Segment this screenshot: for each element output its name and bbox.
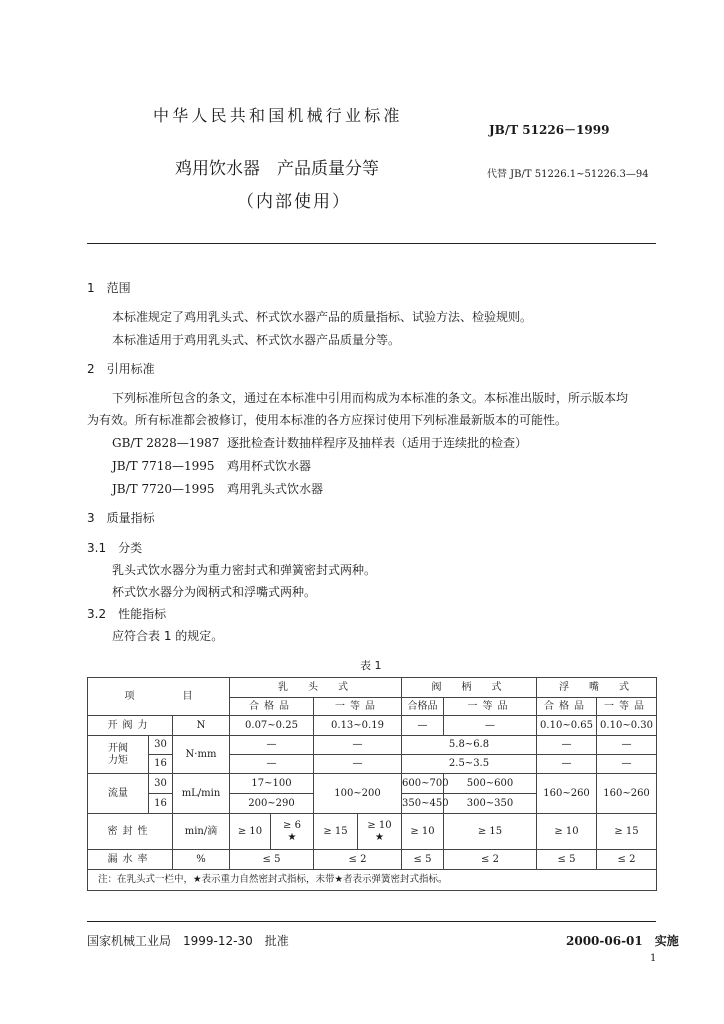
table-note-row bbox=[88, 870, 657, 891]
table-cell: ≤ 5 bbox=[402, 850, 444, 870]
section-2-para-line-1: 下列标准所包含的条文，通过在本标准中引用而构成为本标准的条文。本标准出版时，所示版本均 bbox=[112, 391, 629, 405]
grade-first: 一等品 bbox=[314, 698, 402, 716]
grade-first: 一等品 bbox=[597, 698, 657, 716]
table-cell: — bbox=[230, 755, 314, 774]
ref-code: GB/T 2828—1987 bbox=[112, 436, 220, 450]
table-cell: — bbox=[537, 736, 597, 755]
section-2-heading: 2 引用标准 bbox=[87, 362, 155, 376]
table-cell: — bbox=[402, 716, 444, 736]
effective-date: 2000-06-01 实施 bbox=[566, 934, 679, 948]
row-label-line: 开阀 bbox=[108, 742, 128, 754]
row-unit: mL/min bbox=[173, 774, 230, 814]
row-unit: % bbox=[173, 850, 230, 870]
row-sub: 16 bbox=[149, 755, 173, 774]
row-sub: 30 bbox=[149, 736, 173, 755]
table-row bbox=[88, 774, 657, 794]
row-sub: 30 bbox=[149, 774, 173, 794]
table-cell bbox=[358, 814, 402, 850]
section-3-heading: 3 质量指标 bbox=[87, 511, 155, 525]
star-mark: ★ bbox=[287, 831, 297, 843]
section-3-1-para-1: 乳头式饮水器分为重力密封式和弹簧密封式两种。 bbox=[112, 563, 377, 577]
approval-line: 国家机械工业局 1999-12-30 批准 bbox=[87, 934, 289, 948]
table-cell: ≥ 15 bbox=[597, 814, 657, 850]
row-label: 密封性 bbox=[88, 814, 173, 850]
row-label: 漏水率 bbox=[88, 850, 173, 870]
table-cell: ≤ 2 bbox=[314, 850, 402, 870]
grade-first: 一等品 bbox=[444, 698, 537, 716]
table-cell: 2.5~3.5 bbox=[402, 755, 537, 774]
header-float-type: 浮 嘴 式 bbox=[537, 678, 657, 698]
row-label bbox=[88, 736, 149, 774]
header-nipple-type: 乳 头 式 bbox=[230, 678, 402, 698]
document-title: 鸡用饮水器 产品质量分等 bbox=[175, 159, 379, 179]
table-cell: ≥ 15 bbox=[444, 814, 537, 850]
table-row bbox=[88, 850, 657, 870]
table-cell: 0.07~0.25 bbox=[230, 716, 314, 736]
table-cell: ≤ 2 bbox=[597, 850, 657, 870]
table-cell: 17~100 bbox=[230, 774, 314, 794]
table-cell: ≥ 10 bbox=[537, 814, 597, 850]
row-unit: N·mm bbox=[173, 736, 230, 774]
header-valve-type: 阀 柄 式 bbox=[402, 678, 537, 698]
grade-pass: 合格品 bbox=[402, 698, 444, 716]
table-cell: 300~350 bbox=[444, 794, 537, 814]
table-cell: — bbox=[230, 736, 314, 755]
header-item-label: 目 bbox=[182, 690, 193, 702]
quality-index-table bbox=[87, 677, 657, 891]
row-unit: min/滴 bbox=[173, 814, 230, 850]
table-cell: 600~700 bbox=[402, 774, 444, 794]
table-cell: — bbox=[444, 716, 537, 736]
table-cell: — bbox=[597, 755, 657, 774]
issuing-org: 中华人民共和国机械行业标准 bbox=[153, 106, 403, 125]
ref-code: JB/T 7718—1995 bbox=[112, 459, 215, 473]
table-cell: 0.10~0.30 bbox=[597, 716, 657, 736]
ref-name: 鸡用乳头式饮水器 bbox=[227, 482, 324, 496]
table-row bbox=[88, 736, 657, 755]
table-cell: 0.13~0.19 bbox=[314, 716, 402, 736]
table-cell: 5.8~6.8 bbox=[402, 736, 537, 755]
section-2-para-line-2: 为有效。所有标准都会被修订，使用本标准的各方应探讨使用下列标准最新版本的可能性。 bbox=[87, 413, 568, 427]
table-cell: — bbox=[597, 736, 657, 755]
table-cell: ≤ 5 bbox=[537, 850, 597, 870]
section-1-para-1: 本标准规定了鸡用乳头式、杯式饮水器产品的质量指标、试验方法、检验规则。 bbox=[112, 310, 533, 324]
table-caption: 表 1 bbox=[360, 659, 382, 672]
standard-number: JB/T 51226－1999 bbox=[489, 123, 610, 137]
ref-code: JB/T 7720—1995 bbox=[112, 482, 215, 496]
table-cell: — bbox=[314, 736, 402, 755]
document-subtitle: （内部使用） bbox=[237, 192, 351, 212]
table-cell: ≤ 5 bbox=[230, 850, 314, 870]
section-1-para-2: 本标准适用于鸡用乳头式、杯式饮水器产品质量分等。 bbox=[112, 333, 401, 347]
header-item-label: 项 bbox=[124, 690, 135, 702]
row-unit: N bbox=[173, 716, 230, 736]
table-cell: 0.10~0.65 bbox=[537, 716, 597, 736]
section-1-heading: 1 范围 bbox=[87, 281, 131, 295]
table-cell: ≥ 10 bbox=[230, 814, 271, 850]
table-row bbox=[88, 814, 657, 850]
table-cell: 200~290 bbox=[230, 794, 314, 814]
table-cell bbox=[271, 814, 314, 850]
section-3-1-para-2: 杯式饮水器分为阀柄式和浮嘴式两种。 bbox=[112, 585, 317, 599]
table-cell: 160~260 bbox=[537, 774, 597, 814]
header-rule bbox=[87, 243, 656, 244]
table-cell: — bbox=[537, 755, 597, 774]
row-label: 流量 bbox=[88, 774, 149, 814]
section-3-2-heading: 3.2 性能指标 bbox=[87, 607, 167, 621]
section-3-1-heading: 3.1 分类 bbox=[87, 541, 143, 555]
table-note: 注：在乳头式一栏中，★表示重力自然密封式指标，未带★者表示弹簧密封式指标。 bbox=[88, 870, 657, 891]
cell-value: ≥ 10 bbox=[367, 819, 392, 831]
cell-value: ≥ 6 bbox=[283, 819, 301, 831]
table-cell: ≥ 10 bbox=[402, 814, 444, 850]
star-mark: ★ bbox=[375, 831, 384, 843]
row-label: 开阀力 bbox=[88, 716, 173, 736]
table-cell: — bbox=[314, 755, 402, 774]
row-label-line: 力矩 bbox=[108, 754, 128, 766]
replaces-note: 代替 JB/T 51226.1~51226.3—94 bbox=[487, 169, 649, 180]
ref-name: 鸡用杯式饮水器 bbox=[227, 459, 312, 473]
ref-name: 逐批检查计数抽样程序及抽样表（适用于连续批的检查） bbox=[227, 436, 528, 450]
table-header-row bbox=[88, 678, 657, 698]
grade-pass: 合格品 bbox=[230, 698, 314, 716]
table-cell: 350~450 bbox=[402, 794, 444, 814]
footer-rule bbox=[87, 921, 656, 922]
row-sub: 16 bbox=[149, 794, 173, 814]
header-item-cell bbox=[88, 678, 230, 716]
table-row bbox=[88, 716, 657, 736]
page-number: 1 bbox=[650, 953, 657, 964]
section-3-2-para: 应符合表 1 的规定。 bbox=[112, 629, 224, 643]
table-cell: ≥ 15 bbox=[314, 814, 358, 850]
table-cell: ≤ 2 bbox=[444, 850, 537, 870]
grade-pass: 合格品 bbox=[537, 698, 597, 716]
table-cell: 100~200 bbox=[314, 774, 402, 814]
table-cell: 500~600 bbox=[444, 774, 537, 794]
table-cell: 160~260 bbox=[597, 774, 657, 814]
